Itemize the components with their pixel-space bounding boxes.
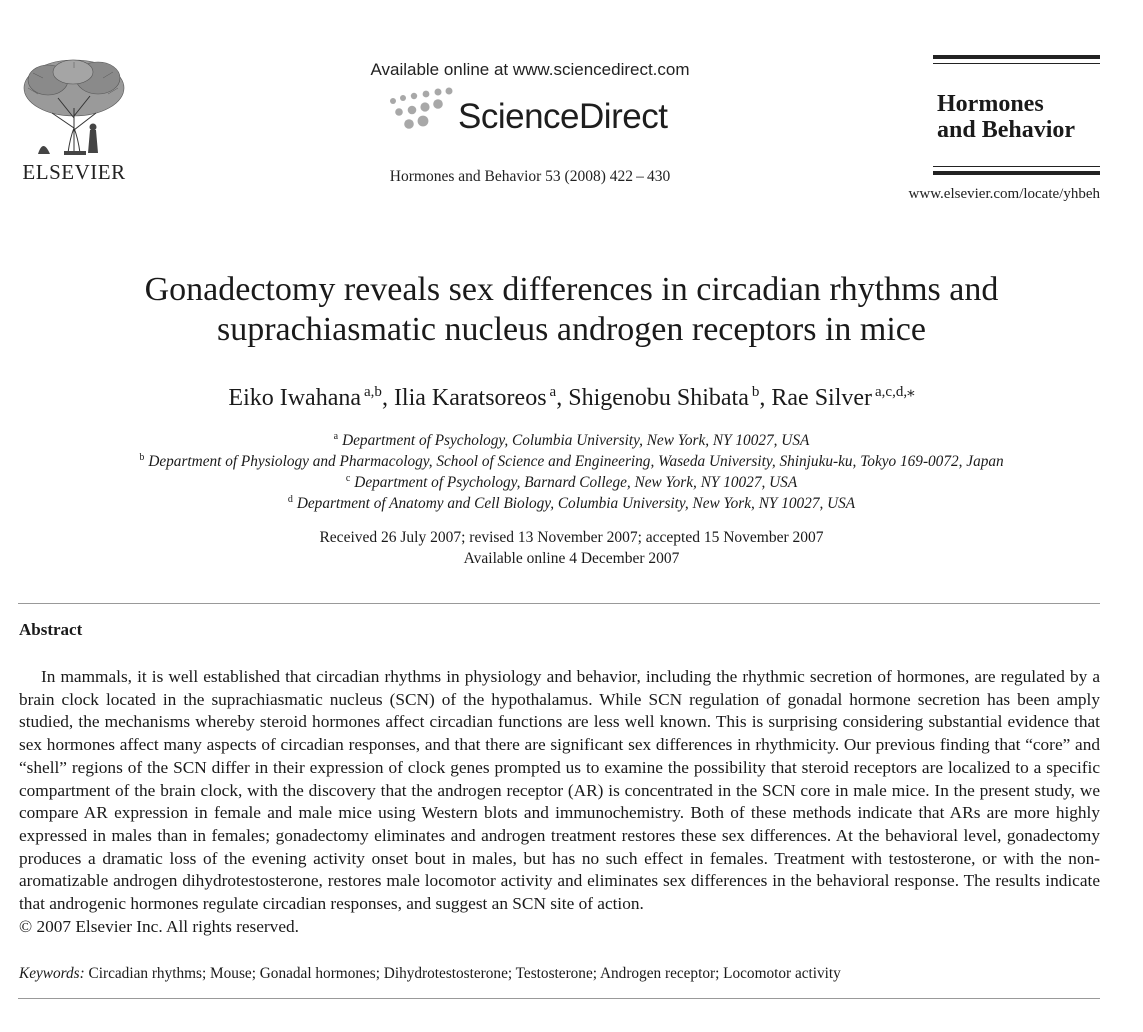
- abstract-heading: Abstract: [19, 620, 83, 639]
- affiliation-mark: a: [333, 431, 339, 442]
- affiliation: [30, 494, 1113, 513]
- article-title-line1: Gonadectomy reveals sex differences in circadian rhythms and: [144, 271, 999, 308]
- section-divider: [18, 998, 1100, 999]
- affiliation-text: Department of Psychology, Columbia University, New York, NY 10027, USA: [342, 432, 810, 449]
- author-name: Eiko Iwahana: [228, 385, 362, 411]
- sciencedirect-dots-icon: [385, 85, 460, 135]
- author-name: Ilia Karatsoreos: [393, 385, 547, 411]
- keywords-list: Circadian rhythms; Mouse; Gonadal hormones; Dihydrotestosterone; Testosterone; Androgen receptor; Locomotor activity: [88, 965, 841, 982]
- author-affiliation-marks: a,c,d,⁎: [875, 384, 915, 400]
- affiliation-text: Department of Anatomy and Cell Biology, Columbia University, New York, NY 10027, USA: [296, 495, 856, 512]
- author-name: Shigenobu Shibata: [568, 385, 749, 411]
- journal-box-top-thin-rule: [933, 63, 1100, 64]
- journal-title-line2: and Behavior: [937, 117, 1076, 143]
- affiliation: [30, 473, 1113, 492]
- author-separator: ,: [381, 385, 394, 411]
- affiliation: [30, 431, 1113, 450]
- journal-title: [937, 91, 1075, 143]
- available-online-text: Available online at www.sciencedirect.com: [370, 60, 690, 79]
- article-title-line2: suprachiasmatic nucleus androgen receptors in mice: [216, 311, 926, 348]
- available-online-date: Available online 4 December 2007: [463, 550, 680, 567]
- journal-title-line1: Hormones: [937, 91, 1044, 117]
- journal-url: www.elsevier.com/locate/yhbeh: [908, 186, 1100, 202]
- affiliation-text: Department of Physiology and Pharmacology, School of Science and Engineering, Waseda University, Shinjuku-ku, Tokyo 169-0072, Japan: [148, 453, 1004, 470]
- author-affiliation-marks: a: [549, 384, 557, 400]
- affiliation-text: Department of Psychology, Barnard College, New York, NY 10027, USA: [354, 474, 798, 491]
- affiliation-mark: c: [345, 473, 351, 484]
- author-separator: ,: [556, 385, 569, 411]
- author-affiliation-marks: b: [751, 384, 760, 400]
- author-name: Rae Silver: [771, 385, 873, 411]
- journal-box-top-rule: [933, 55, 1100, 59]
- affiliation-mark: b: [139, 452, 145, 463]
- section-divider: [18, 603, 1100, 604]
- article-dates: [40, 527, 1103, 569]
- journal-box-bottom-rule: [933, 171, 1100, 175]
- journal-box-bottom-thin-rule: [933, 166, 1100, 167]
- received-revised-accepted: Received 26 July 2007; revised 13 November 2007; accepted 15 November 2007: [319, 529, 824, 546]
- keywords: [19, 965, 841, 983]
- abstract-body: In mammals, it is well established that circadian rhythms in physiology and behavior, including the rhythmic secretion of hormones, are regulated by a brain clock located in the suprachiasmatic nucleus (SCN) of the hypothalamus. While SCN regulation of gonadal hormone secretion has been amply studied, the mechanisms whereby steroid hormones affect circadian functions are less well known. This is surprising considering substantial evidence that sex hormones affect many aspects of circadian responses, and that there are significant sex differences in rhythmicity. Our previous finding that “core” and “shell” regions of the SCN differ in their expression of clock genes prompted us to examine the possibility that steroid receptors are localized to a specific compartment of the brain clock, with the discovery that the androgen receptor (AR) is concentrated in the SCN core in male mice. In the present study, we compare AR expression in female and male mice using Western blots and immunochemistry. Both of these methods indicate that ARs are more highly expressed in males than in females; gonadectomy eliminates and androgen treatment restores these sex differences. At the behavioral level, gonadectomy produces a dramatic loss of the evening activity onset bout in males, but has no such effect in females. Treatment with testosterone, or with the non-aromatizable androgen dihydrotestosterone, restores male locomotor activity and eliminates sex differences in the behavioral response. The results indicate that androgenic hormones regulate circadian responses, and suggest an SCN site of action.: [19, 667, 1100, 914]
- publisher-name: ELSEVIER: [22, 160, 126, 184]
- article-title: [40, 270, 1103, 350]
- keywords-label: Keywords:: [19, 965, 85, 982]
- author-affiliation-marks: a,b: [364, 384, 382, 400]
- author-list: [40, 382, 1103, 412]
- author-separator: ,: [759, 385, 772, 411]
- affiliation-mark: d: [287, 494, 293, 505]
- journal-title-box: [933, 55, 1100, 177]
- affiliation: [30, 452, 1113, 471]
- journal-citation: Hormones and Behavior 53 (2008) 422 – 430: [389, 168, 671, 185]
- copyright-notice: © 2007 Elsevier Inc. All rights reserved.: [19, 917, 299, 936]
- sciencedirect-wordmark: ScienceDirect: [458, 97, 668, 136]
